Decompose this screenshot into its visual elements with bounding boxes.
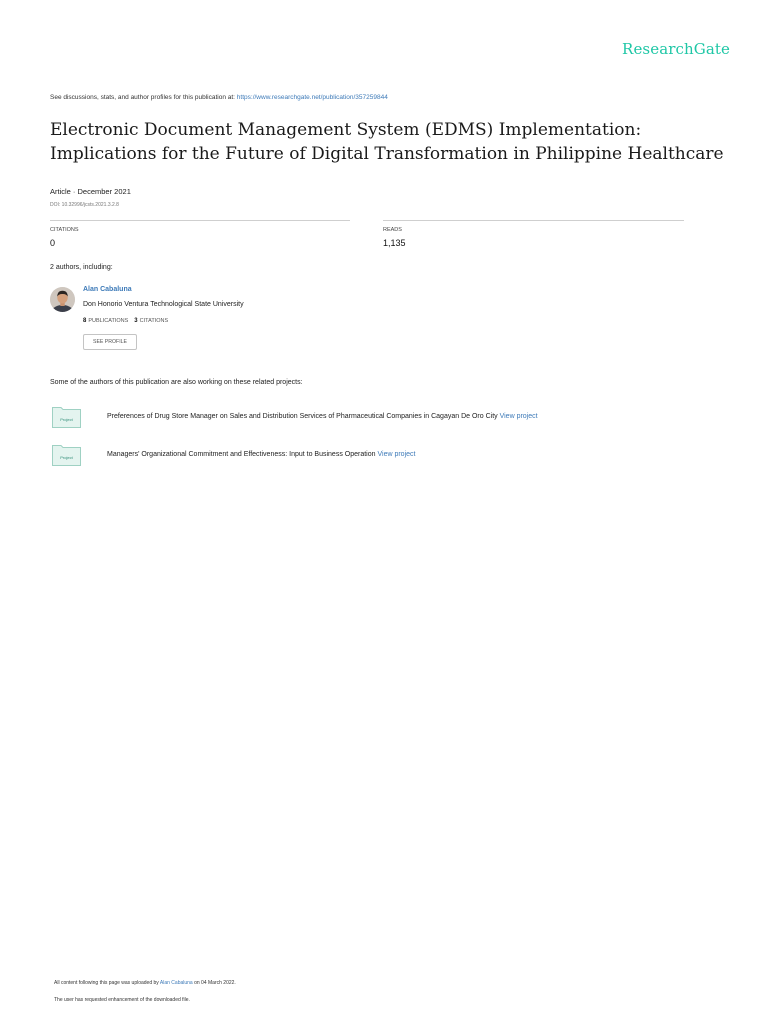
project-icon-label: Project <box>60 417 73 422</box>
related-project-item <box>107 451 415 458</box>
reads-value: 1,135 <box>383 238 406 248</box>
discussion-line <box>50 94 388 101</box>
publications-label: PUBLICATIONS <box>88 318 129 324</box>
upload-suffix: on 04 March 2022. <box>192 980 236 986</box>
publication-url-link[interactable]: https://www.researchgate.net/publication/357259844 <box>236 94 388 101</box>
uploader-link[interactable]: Alan Cabaluna <box>159 980 193 986</box>
citations-divider <box>50 220 350 221</box>
project-title: Managers' Organizational Commitment and Effectiveness: Input to Business Operation <box>107 451 378 458</box>
doi: DOI: 10.32996/jcsts.2021.3.2.8 <box>50 202 119 208</box>
researchgate-logo[interactable]: ResearchGate <box>622 40 730 58</box>
project-folder-icon <box>52 444 81 466</box>
publication-title <box>50 118 730 166</box>
project-icon-label: Project <box>60 455 73 460</box>
article-type: Article · December 2021 <box>50 187 131 196</box>
author-citations-label: CITATIONS <box>139 318 169 324</box>
upload-note <box>54 980 236 986</box>
see-profile-button[interactable]: SEE PROFILE <box>83 334 137 350</box>
author-avatar[interactable] <box>50 287 75 312</box>
author-citations-count: 3 <box>134 318 138 324</box>
author-photo-icon <box>50 287 75 312</box>
view-project-link[interactable]: View project <box>377 451 416 458</box>
enhancement-note: The user has requested enhancement of the downloaded file. <box>54 997 190 1003</box>
project-title: Preferences of Drug Store Manager on Sales and Distribution Services of Pharmaceutical Companies in Cagayan De Oro City <box>107 413 500 420</box>
reads-label: READS <box>383 227 402 233</box>
view-project-link[interactable]: View project <box>499 413 538 420</box>
reads-divider <box>383 220 684 221</box>
title-line-2: Implications for the Future of Digital Transformation in Philippine Healthcare <box>50 144 724 164</box>
citations-value: 0 <box>50 238 56 248</box>
citations-label: CITATIONS <box>50 227 79 233</box>
related-projects-heading: Some of the authors of this publication are also working on these related projects: <box>50 379 303 386</box>
publications-count: 8 <box>83 318 87 324</box>
discussion-text: See discussions, stats, and author profiles for this publication at: <box>50 94 237 101</box>
project-folder-icon <box>52 406 81 428</box>
upload-prefix: All content following this page was uploaded by <box>54 980 160 986</box>
author-name-link[interactable]: Alan Cabaluna <box>83 286 132 293</box>
author-stats <box>83 318 168 324</box>
authors-heading: 2 authors, including: <box>50 264 113 271</box>
author-institution: Don Honorio Ventura Technological State University <box>83 301 244 308</box>
related-project-item <box>107 413 538 420</box>
title-line-1: Electronic Document Management System (EDMS) Implementation: <box>50 120 642 140</box>
